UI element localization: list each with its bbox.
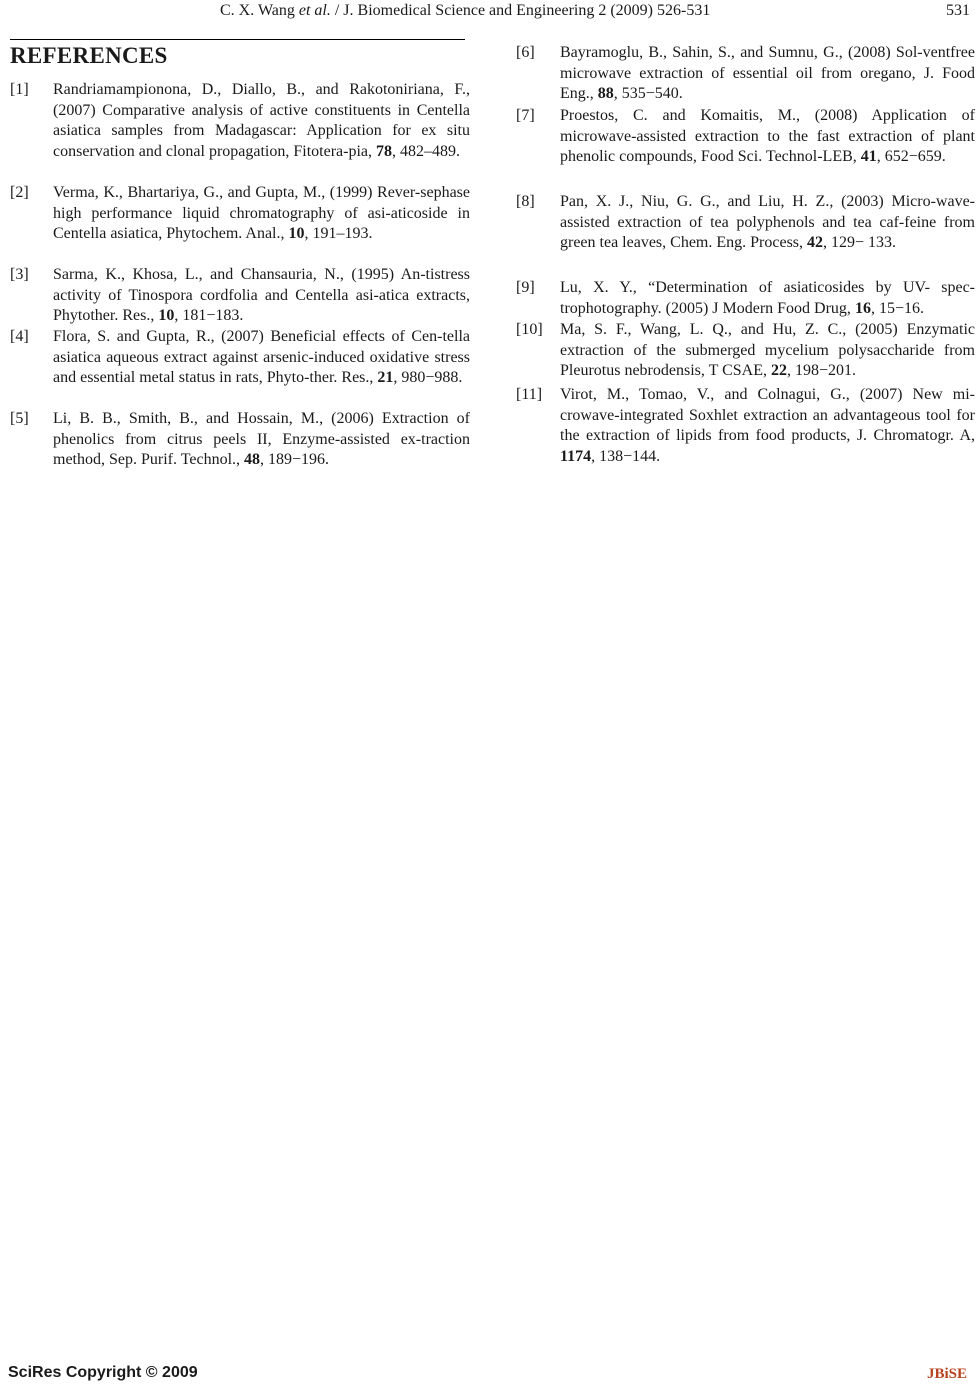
reference-volume: 78 [376, 143, 393, 161]
header-journal: / J. Biomedical Science and Engineering 2 (2009) 526-531 [330, 2, 711, 19]
page-number: 531 [946, 2, 970, 19]
reference-volume: 42 [807, 234, 824, 252]
reference-number: [8] [516, 193, 535, 210]
reference-number: [1] [10, 81, 29, 98]
reference-number: [2] [10, 184, 29, 201]
reference-number: [5] [10, 410, 29, 427]
header-rule [10, 39, 465, 40]
reference-text: Virot, M., Tomao, V., and Colnagui, G., (2007) New mi-crowave-integrated Soxhlet extraction an advantageous tool for the extraction of lipids from food products, J. Chromatogr. A, 1174, 138−144. [560, 386, 975, 466]
reference-text: Flora, S. and Gupta, R., (2007) Beneficial effects of Cen-tella asiatica aqueous extract against arsenic-induced oxidative stress and essential metal status in rats, Phyto-ther. Res., 21, 980−988. [53, 328, 470, 387]
header-authors: C. X. Wang [220, 2, 299, 19]
reference-number: [7] [516, 107, 535, 124]
reference-number: [11] [516, 386, 543, 403]
references-heading: REFERENCES [10, 43, 168, 68]
reference-text: Lu, X. Y., “Determination of asiaticosides by UV- spec-trophotography. (2005) J Modern Food Drug, 16, 15−16. [560, 279, 975, 317]
journal-citation-header [220, 2, 710, 20]
reference-volume: 1174 [560, 448, 592, 466]
reference-volume: 22 [770, 362, 787, 380]
reference-text: Proestos, C. and Komaitis, M., (2008) Application of microwave-assisted extraction to the fast extraction of plant phenolic compounds, Food Sci. Technol-LEB, 41, 652−659. [560, 107, 975, 166]
reference-volume: 88 [597, 85, 614, 103]
reference-text: Li, B. B., Smith, B., and Hossain, M., (2006) Extraction of phenolics from citrus peels II, Enzyme-assisted ex-traction method, Sep. Purif. Technol., 48, 189−196. [53, 410, 470, 469]
reference-number: [6] [516, 44, 535, 61]
reference-number: [9] [516, 279, 535, 296]
reference-text: Randriamampionona, D., Diallo, B., and Rakotoniriana, F., (2007) Comparative analysis of active constituents in Centella asiatica samples from Madagascar: Application for ex situ conservation and clonal propagation, Fitotera-pia, 78, 482–489. [53, 81, 470, 161]
journal-abbrev-footer: JBiSE [927, 1366, 968, 1382]
reference-number: [10] [516, 321, 543, 338]
reference-volume: 21 [377, 369, 394, 387]
reference-number: [3] [10, 266, 29, 283]
reference-volume: 10 [288, 225, 305, 243]
reference-volume: 48 [244, 451, 261, 469]
reference-text: Ma, S. F., Wang, L. Q., and Hu, Z. C., (2005) Enzymatic extraction of the submerged mycelium polysaccharide from Pleurotus nebrodensis, T CSAE, 22, 198−201. [560, 321, 975, 380]
reference-volume: 41 [860, 148, 877, 166]
reference-volume: 16 [854, 299, 871, 317]
header-etal: et al. [298, 2, 331, 19]
reference-number: [4] [10, 328, 29, 345]
reference-text: Sarma, K., Khosa, L., and Chansauria, N., (1995) An-tistress activity of Tinospora cordfolia and Centella asi-atica extracts, Phytother. Res., 10, 181−183. [53, 266, 470, 325]
running-header [0, 0, 978, 26]
reference-text: Bayramoglu, B., Sahin, S., and Sumnu, G., (2008) Sol-ventfree microwave extraction of essential oil from oregano, J. Food Eng., 88, 535−540. [560, 44, 975, 103]
reference-text: Pan, X. J., Niu, G. G., and Liu, H. Z., (2003) Micro-wave-assisted extraction of tea polyphenols and tea caf-feine from green tea leaves, Chem. Eng. Process, 42, 129− 133. [560, 193, 975, 252]
copyright-footer: SciRes Copyright © 2009 [8, 1364, 198, 1381]
reference-volume: 10 [158, 307, 175, 325]
reference-text: Verma, K., Bhartariya, G., and Gupta, M., (1999) Rever-sephase high performance liquid chromatography of asi-aticoside in Centella asiatica, Phytochem. Anal., 10, 191–193. [53, 184, 470, 243]
